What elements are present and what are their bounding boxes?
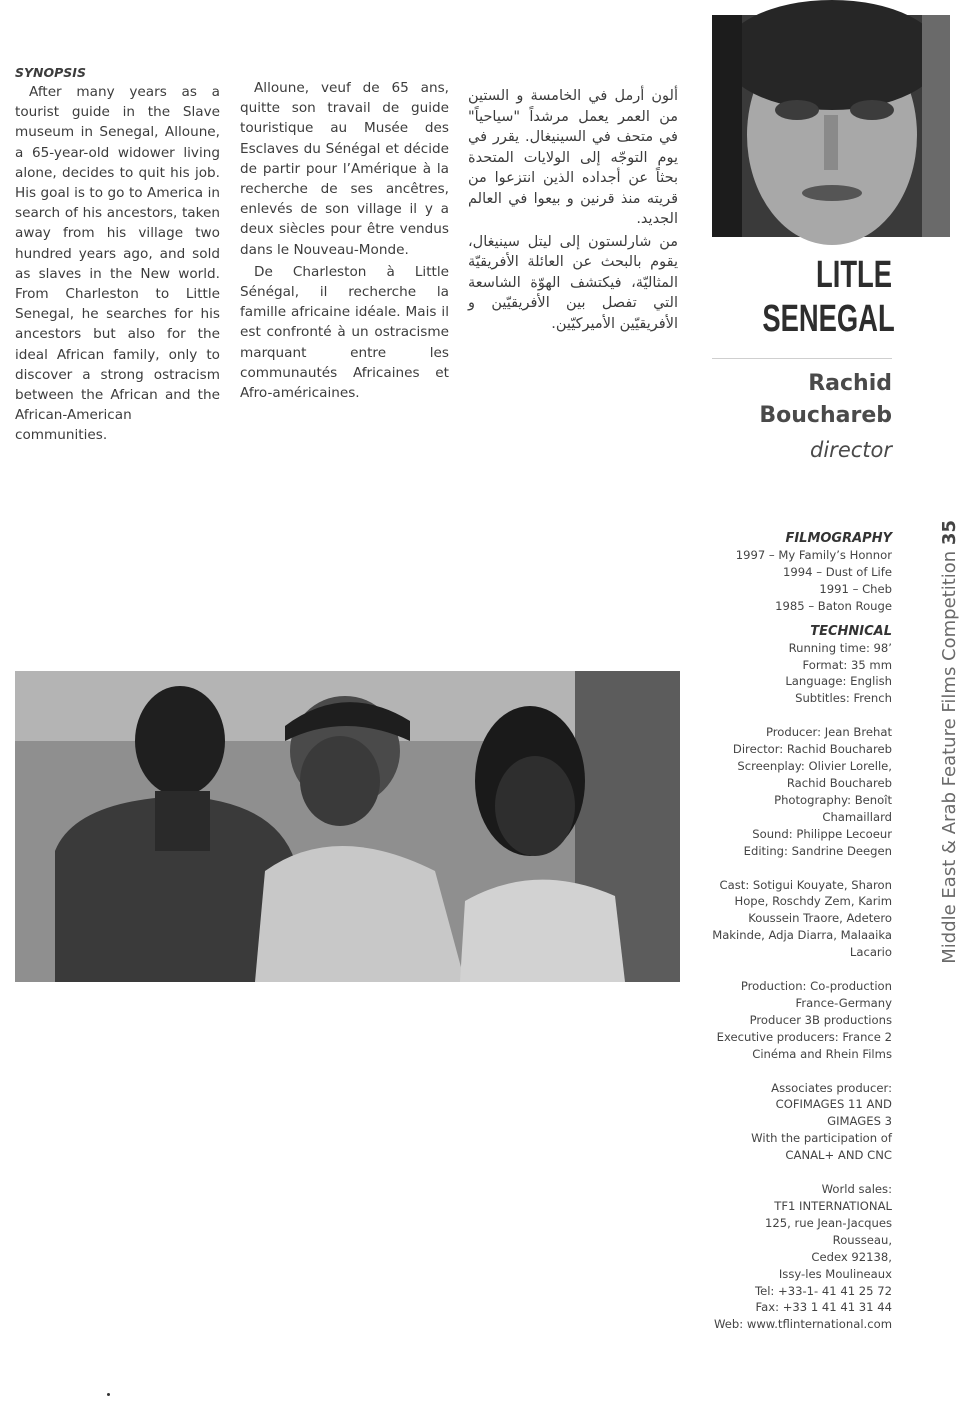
film-details	[712, 530, 892, 1333]
director-last-name: Bouchareb	[759, 403, 892, 428]
spec-line: Running time: 98’	[788, 640, 892, 655]
page-number: 35	[939, 520, 960, 546]
production-line: Executive producers: France 2	[716, 1029, 892, 1044]
filmography-item: 1991 – Cheb	[819, 581, 892, 596]
sales-line: Fax: +33 1 41 41 31 44	[755, 1300, 892, 1315]
synopsis-english-column	[15, 66, 220, 448]
crew-line: Sound: Philippe Lecoeur	[752, 826, 892, 841]
synopsis-french-paragraph-2: De Charleston à Little Sénégal, il recherche la famille africaine idéale. Mais il est confronté à un ostracisme marquant entre les communautés Africaines et Afro-américaines.	[240, 263, 449, 402]
production-line: Cinéma and Rhein Films	[752, 1046, 892, 1061]
film-title-line-1: LITLE	[816, 254, 892, 296]
crew-line: Director: Rachid Bouchareb	[732, 742, 892, 757]
film-still-image	[15, 671, 680, 982]
sales-line: Web: www.tflinternational.com	[713, 1317, 892, 1332]
cast-line: Hope, Roschdy Zem, Karim	[734, 894, 892, 909]
director-role: director	[810, 438, 892, 462]
cast-line: Makinde, Adja Diarra, Malaaika	[712, 928, 892, 943]
crew-line: Chamaillard	[822, 809, 892, 824]
sales-line: TF1 INTERNATIONAL	[774, 1199, 892, 1213]
associates-line: With the participation of	[751, 1131, 892, 1146]
synopsis-french-column	[240, 78, 449, 405]
section-label: Middle East & Arab Feature Films Competition	[939, 550, 960, 964]
cast-line: Cast: Sotigui Kouyate, Sharon	[719, 877, 892, 892]
footer-mark	[107, 1393, 110, 1396]
associates-line: CANAL+ AND CNC	[785, 1148, 892, 1163]
portrait-image	[712, 15, 950, 237]
crew-line: Photography: Benoît	[774, 792, 892, 807]
sales-line: 125, rue Jean-Jacques	[764, 1215, 892, 1230]
crew-line: Screenplay: Olivier Lorelle,	[737, 759, 892, 774]
spec-line: Format: 35 mm	[802, 657, 892, 672]
filmography-item: 1994 – Dust of Life	[783, 564, 892, 579]
associates-line: COFIMAGES 11 AND	[775, 1097, 892, 1112]
crew-line: Producer: Jean Brehat	[765, 725, 892, 740]
filmography-heading: FILMOGRAPHY	[785, 531, 892, 546]
director-portrait-photo	[712, 15, 950, 237]
crew-line: Editing: Sandrine Deegen	[743, 843, 892, 858]
associates-line: GIMAGES 3	[827, 1114, 892, 1129]
production-line: France-Germany	[795, 995, 892, 1010]
technical-heading: TECHNICAL	[810, 623, 892, 639]
production-line: Production: Co-production	[740, 979, 892, 994]
section-running-head	[939, 520, 960, 964]
synopsis-english-text: After many years as a tourist guide in the Slave museum in Senegal, Alloune, a 65-year-old widower living alone, decides to quit his job. His goal is to go to America in search of his ancestors, taken away from his village two hundred years ago, and sold as slaves in the New world. From Charleston to Little Senegal, he searches for his ancestors but also for the ideal African family, only to discover a strong ostracism between the African and the African-American communities.	[15, 84, 220, 444]
synopsis-french-paragraph-1: Alloune, veuf de 65 ans, quitte son travail de guide touristique au Musée des Esclaves du Sénégal et décide de partir pour l’Amérique à la recherche de ses ancêtres, enlevés de son village il y a deux siècles pour être vendus dans le Nouveau-Monde.	[240, 80, 449, 258]
production-line: Producer 3B productions	[749, 1012, 892, 1027]
sales-line: Tel: +33-1- 41 41 25 72	[754, 1283, 892, 1298]
filmography-item: 1985 – Baton Rouge	[775, 598, 892, 613]
crew-line: Rachid Bouchareb	[786, 775, 892, 790]
film-title-line-2: SENEGAL	[762, 298, 895, 340]
spec-line: Language: English	[785, 674, 892, 689]
synopsis-arabic-column	[468, 86, 678, 336]
film-still-photo	[15, 671, 680, 982]
synopsis-heading: SYNOPSIS	[15, 65, 86, 80]
spec-line: Subtitles: French	[795, 691, 892, 706]
associates-line: Associates producer:	[771, 1080, 892, 1095]
cast-line: Koussein Traore, Adetero	[748, 911, 892, 926]
sales-line: World sales:	[821, 1182, 892, 1197]
sales-line: Rousseau,	[832, 1232, 892, 1247]
filmography-item: 1997 – My Family’s Honnor	[735, 548, 892, 562]
sales-line: Cedex 92138,	[811, 1249, 892, 1264]
synopsis-arabic-paragraph-1: ألون أرمل في الخامسة و الستين من العمر يعمل مرشداً "سياحياً" في متحف في السينيغال. يقرر في يوم التوجّه إلى الولايات المتحدة بحثاً عن أجداده الذين انتزعوا من قريته منذ قرنين و بيعوا في العالم الجديد.	[468, 88, 678, 227]
director-first-name: Rachid	[808, 371, 892, 396]
film-title	[762, 253, 895, 341]
title-divider	[712, 358, 892, 359]
cast-line: Lacario	[849, 945, 892, 960]
director-name	[712, 368, 892, 432]
sales-line: Issy-les Moulineaux	[778, 1266, 892, 1281]
synopsis-arabic-paragraph-2: من شارلستون إلى ليتل سينيغال، يقوم بالبحث عن العائلة الأفريقيّة المثاليّة، فيكتشف الهوّة الشاسعة التي تفصل بين الأفريقيّين و الأفريقيّين الأميركيّين.	[468, 233, 678, 332]
